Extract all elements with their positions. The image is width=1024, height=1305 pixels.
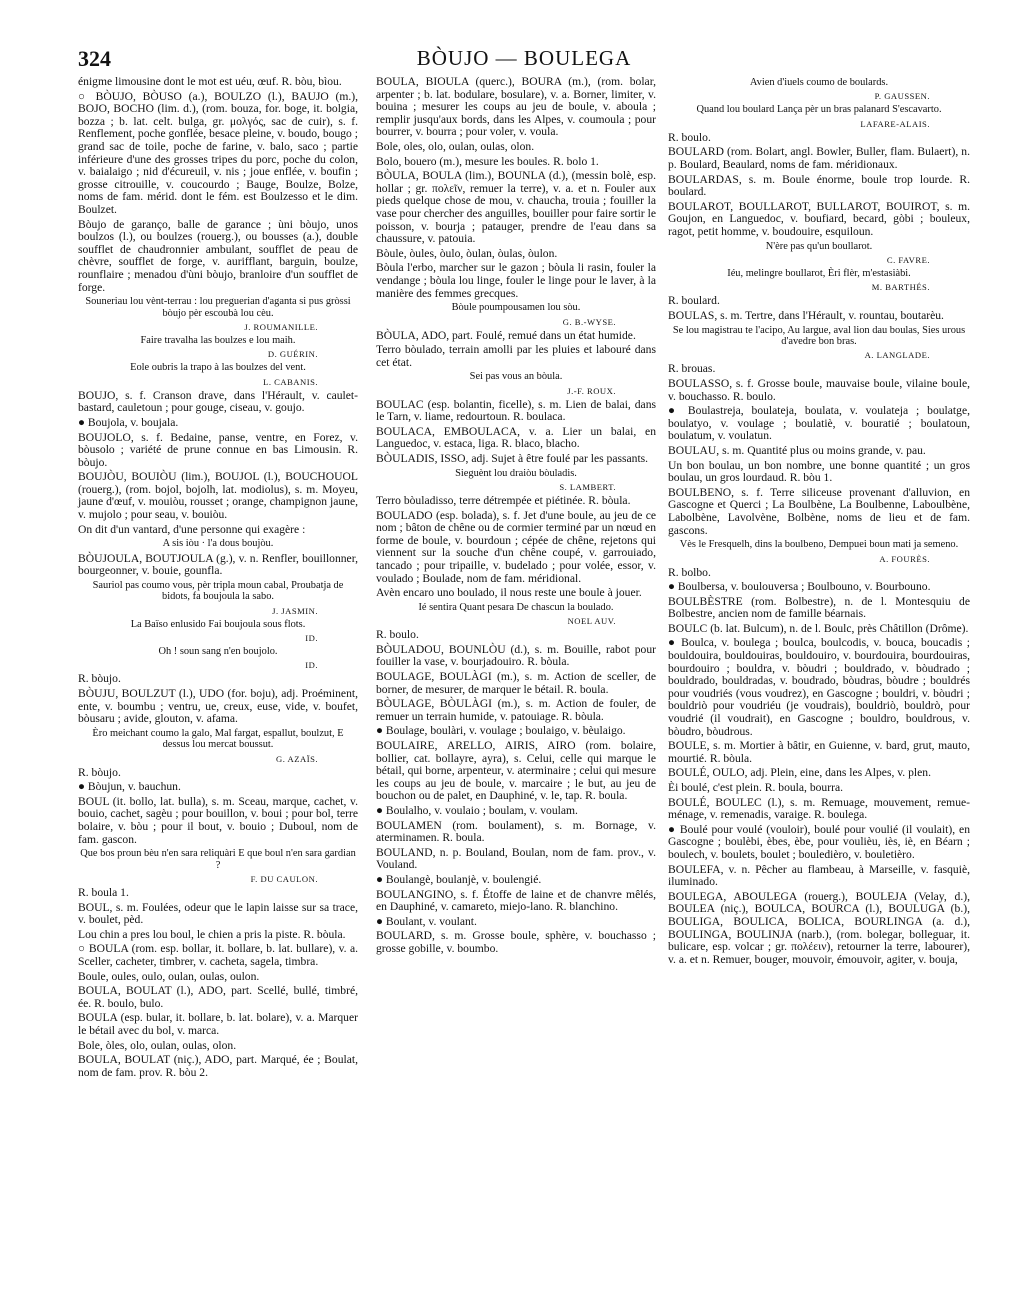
dictionary-entry: BOULARDAS, s. m. Boule énorme, boule trop lourde. R. boulard.: [668, 172, 970, 199]
dictionary-entry: R. bolbo.: [668, 565, 711, 579]
citation-author: J. ROUMANILLE.: [244, 321, 318, 332]
citation-author: G. AZAÏS.: [276, 753, 318, 764]
citation-quote: Sauriol pas coumo vous, pèr tripla moun cabal, Proubatja de bidots, fa boujoula la sabo.: [92, 579, 344, 603]
dictionary-entry: BOUJO, s. f. Cranson drave, dans l'Hérault, v. caulet-bastard, cauletoun ; pour gouge, ciseau, v. goujo.: [78, 388, 358, 415]
dictionary-entry: BOULA, BOULAT (l.), ADO, part. Scellé, bullé, timbré, ée. R. boulo, bulo.: [78, 984, 358, 1010]
dictionary-entry: BOULAC (esp. bolantin, ficelle), s. m. Lien de balai, dans le Tarn, v. liame, redourtoun. R. boulaca.: [376, 397, 656, 424]
citation-author: G. B.-WYSE.: [562, 316, 616, 327]
dictionary-entry: R. boulard.: [668, 294, 720, 308]
citation-quote: Avien d'iuels coumo de boulards.: [749, 77, 889, 88]
dictionary-entry: BOULASSO, s. f. Grosse boule, mauvaise boule, vilaine boule, v. bouchasso. R. boulo.: [668, 376, 970, 403]
dictionary-entry: BOULAS, s. m. Tertre, dans l'Hérault, v. rountau, boutarèu.: [668, 308, 944, 322]
dictionary-entry: BÒULAGE, BÒULÀGI (m.), s. m. Action de fouler, de remuer un terrain humide, v. patouiage. R. bòula.: [376, 697, 656, 723]
dictionary-entry: R. boula 1.: [78, 886, 129, 900]
dictionary-entry: Bòujo de garanço, balle de garance ; ùni bòujo, unos boulzos (l.), ou boulzes (rouerg.), ou bousses (a.), double soufflet de chaudronnier ambulant, soufflet de peau de chèvre, soufflet de forge, v. aurifflant, barguin, boulze, rounflaire ; menadou d'ùni bòujo, branloire d'un soufflet de forge.: [78, 217, 358, 294]
dictionary-entry: ● Boulca, v. boulega ; boulca, boulcodis, v. bouca, boucadis ; bouldouira, bouldouiras, bouldouiro, v. bourdouira, bourdouiras, bourdouiro ; bouldra, v. bòudri ; bouldrado, v. bòudrado ; bouldrado, bouldradas, v. boudrado, bòudras, bòudre ; bouldrés pour voudriés (vous voudrez), en Gascogne ; bouldri, v. bòudri ; bouldriò pour voudriéu (je voudrais), bouldriò, bouldrò, pour voudrié (il voudrait), en Gascogne ; bouldro, bouldrous, v. bòudro, bòudrous.: [668, 636, 970, 738]
dictionary-entry: BOULBENO, s. f. Terre siliceuse provenant d'alluvion, en Gascogne et Querci ; La Boulbène, La Boulbenne, Laboulbène, Labolbène, Lavolvène, Bolbène, noms de lieu et de fam. gascons.: [668, 485, 970, 537]
dictionary-entry: BÒULA, ADO, part. Foulé, remué dans un état humide.: [376, 328, 636, 342]
citation-author: M. BARTHÉS.: [871, 282, 930, 293]
dictionary-entry: ● Boulalho, v. voulaio ; boulam, v. voulam.: [376, 803, 578, 817]
dictionary-entry: ● Boulage, boulàri, v. voulage ; boulaigo, v. bèulaigo.: [376, 724, 626, 738]
dictionary-entry: Bole, oles, olo, oulan, oulas, olon.: [376, 139, 535, 153]
dictionary-entry: ● Boujola, v. boujala.: [78, 415, 179, 429]
dictionary-entry: BOULBÈSTRE (rom. Bolbestre), n. de l. Montesquiu de Bolbestre, ancien nom de famille béarnais.: [668, 594, 970, 621]
citation-quote: Souneriau lou vènt-terrau : lou preguerian d'aganta si pus gròssi bòujo pèr escoubà lou cèu.: [85, 296, 351, 319]
citation-quote: Oh ! soun sang n'en boujolo.: [158, 646, 278, 658]
citation-author: NOEL AUV.: [567, 616, 616, 627]
dictionary-entry: BÒULA, BOULA (lim.), BOUNLA (d.), (messin bolè, esp. hollar ; gr. πολεῖν, remuer la terre), v. a. et n. Fouler aux pieds quelque chose de mou, v. chaucha, trouia ; fouiller la vase pour chercher des anguilles, bouiller pour faire sortir le poisson, v. bourja ; patauger, prendre de l'eau dans sa chaussure, v. patouia.: [376, 169, 656, 246]
dictionary-entry: ● Boulant, v. voulant.: [376, 914, 477, 928]
dictionary-entry: BÒULADOU, BOUNLÒU (d.), s. m. Bouille, rabot pour fouiller la vase, v. bourjadouiro. R. bòula.: [376, 642, 656, 669]
dictionary-entry: Bolo, bouero (m.), mesure les boules. R. bolo 1.: [376, 154, 599, 168]
citation-quote: Sei pas vous an bòula.: [469, 371, 563, 383]
citation-quote: Eole oubris la trapo à las boulzes del vent.: [130, 362, 306, 374]
citation-quote: Iéu, melingre boullarot, Èri flèr, m'estasiàbi.: [727, 267, 911, 279]
dictionary-entry: BOULEFA, v. n. Pêcher au flambeau, à Marseille, v. fasquiè, iluminado.: [668, 862, 970, 889]
column-right: [668, 76, 970, 968]
citation-author: ID.: [305, 633, 318, 644]
citation-author: ID.: [305, 660, 318, 671]
dictionary-entry: BOULE, s. m. Mortier à bâtir, en Guienne, v. bard, grut, mauto, mourtié. R. bòula.: [668, 739, 970, 765]
dictionary-entry: ● Boulastreja, boulateja, boulata, v. voulateja ; boulatge, boulatyo, v. voulage ; boulatiè, v. bouratié ; boulatoun, boulatum, v. voulatun.: [668, 404, 970, 443]
dictionary-entry: BOULAU, s. m. Quantité plus ou moins grande, v. pau.: [668, 443, 926, 457]
dictionary-entry: Terro bòulado, terrain amolli par les pluies et labouré dans cet état.: [376, 343, 656, 369]
dictionary-entry: BÒULADIS, ISSO, adj. Sujet à être foulé par les passants.: [376, 452, 649, 466]
dictionary-entry: BOUJÒU, BOUIÒU (lim.), BOUJOL (l.), BOUCHOUOL (rouerg.), (rom. bojol, bojolh, lat. modiolus), s. m. Moyeu, jaune d'œuf, v. mouiòu, rousset ; orange, champignon jaune, v. mujolo ; pour seau, v. bouiòu.: [78, 470, 358, 522]
citation-author: P. GAUSSEN.: [874, 91, 930, 102]
dictionary-entry: ● Boulangè, boulanjè, v. boulengié.: [376, 872, 542, 886]
dictionary-entry: Bòule, òules, òulo, òulan, òulas, òulon.: [376, 246, 558, 260]
citation-author: A. LANGLADE.: [864, 350, 930, 361]
dictionary-entry: BOUL, s. m. Foulées, odeur que le lapin laisse sur sa trace, v. boulet, pèd.: [78, 900, 358, 927]
citation-author: L. CABANIS.: [263, 376, 318, 387]
dictionary-entry: BOULAGE, BOULÀGI (m.), s. m. Action de sceller, de borner, de mesurer, de marquer le bétail. R. boula.: [376, 670, 656, 696]
dictionary-entry: Èi boulé, c'est plein. R. boula, bourra.: [668, 781, 843, 794]
dictionary-entry: R. bòujo.: [78, 765, 121, 779]
citation-author: J. JASMIN.: [272, 605, 318, 616]
citation-quote: Ié sentira Quant pesara De chascun la boulado.: [418, 601, 614, 613]
dictionary-entry: BOULANGINO, s. f. Étoffe de laine et de chanvre mêlés, en Dauphiné, v. camareto, miejo-lano. R. blanchino.: [376, 887, 656, 914]
dictionary-entry: BOULA (esp. bular, it. bollare, b. lat. bolare), v. a. Marquer le bétail avec du bol, v. marca.: [78, 1011, 358, 1037]
citation-author: LAFARE-ALAIS.: [860, 118, 930, 129]
dictionary-entry: BÒUJOULA, BOUTJOULA (g.), v. n. Renfler, bouillonner, bourgeonner, v. bouie, gounfla.: [78, 551, 358, 578]
dictionary-entry: ● Boulé pour voulé (vouloir), boulé pour voulié (il voulait), en Gascogne ; boulèbi, èbes, èbe, pour voulièu, iès, iè, en Béarn ; boulech, v. boulets, boulet ; bouledièro, v. bouletièro.: [668, 822, 970, 861]
dictionary-entry: ○ BOULA (rom. esp. bollar, it. bollare, b. lat. bullare), v. a. Sceller, cacheter, timbrer, v. cacheta, sagela, timbra.: [78, 942, 358, 968]
citation-quote: Vès le Fresquelh, dins la boulbeno, Dempuei boun mati ja semeno.: [679, 539, 959, 551]
dictionary-entry: BOULÉ, OULO, adj. Plein, eine, dans les Alpes, v. plen.: [668, 766, 931, 780]
citation-quote: Bòule poumpousamen lou sòu.: [451, 302, 581, 314]
page-number: 324: [78, 46, 111, 71]
dictionary-entry: BOULA, BOULAT (niç.), ADO, part. Marqué, ée ; Boulat, nom de fam. prov. R. bòu 2.: [78, 1053, 358, 1079]
dictionary-entry: Lou chin a pres lou boul, le chien a pris la piste. R. bòula.: [78, 927, 346, 941]
dictionary-entry: ● Bòujun, v. bauchun.: [78, 780, 181, 794]
dictionary-entry: BOULAROT, BOULLAROT, BULLAROT, BOUIROT, s. m. Goujon, en Languedoc, v. boufiard, becard, gòbi ; bouleux, ragot, petit homme, v. boudouire, esquiloun.: [668, 199, 970, 238]
dictionary-entry: BÒUJU, BOULZUT (l.), UDO (for. boju), adj. Proéminent, ente, v. boumbu ; ventru, ue, creux, euse, vide, v. boufet, bòusaru ; avide, glouton, v. afama.: [78, 687, 358, 726]
dictionary-entry: BOUJOLO, s. f. Bedaine, panse, ventre, en Forez, v. bòusolo ; variété de prune connue en bas Limousin. R. bòujo.: [78, 430, 358, 469]
column-left: [78, 76, 358, 1081]
running-head: [78, 46, 970, 74]
citation-quote: Se lou magistrau te l'acipo, Au largue, aval lion dau boulas, Sies urous d'avedre bon bras.: [672, 324, 966, 347]
citation-author: S. LAMBERT.: [559, 482, 616, 493]
dictionary-entry: R. brouas.: [668, 362, 716, 376]
citation-quote: Que bos proun bèu n'en sara reliquàri E que boul n'en sara gardian ?: [80, 848, 356, 871]
citation-quote: Èro meichant coumo la galo, Mal fargat, espallut, boulzut, E dessus lou mercat boussut.: [92, 727, 344, 751]
dictionary-entry: R. bòujo.: [78, 672, 121, 686]
dictionary-entry: R. boulo.: [668, 130, 711, 144]
citation-quote: N'ère pas qu'un boullarot.: [765, 240, 873, 252]
citation-author: J.-F. ROUX.: [567, 385, 616, 396]
dictionary-entry: BOULAMEN (rom. boulament), s. m. Bornage, v. aterminamen. R. boula.: [376, 818, 656, 845]
dictionary-entry: BOULARD, s. m. Grosse boule, sphère, v. bouchasso ; grosse gobille, v. boumbo.: [376, 929, 656, 955]
citation-quote: Faire travalha las boulzes e lou maih.: [140, 334, 296, 346]
column-middle: [376, 76, 656, 957]
dictionary-entry: BOULA, BIOULA (querc.), BOURA (m.), (rom. bolar, arpenter ; b. lat. bodulare, bosulare), v. a. Borner, limiter, v. bouina ; mesurer les coups au jeu de boule, v. aboula ; remplir jusqu'aux bords, dans les Alpes, v. coumoula ; pour bourrer, v. bourra ; pour voler, v. voula.: [376, 75, 656, 139]
citation-author: C. FAVRE.: [886, 254, 930, 265]
dictionary-entry: Bòula l'erbo, marcher sur le gazon ; bòula li rasin, fouler la vendange ; bòula lou linge, fouler le linge pour le laver, à la manière des femmes grecques.: [376, 261, 656, 300]
dictionary-entry: BOULADO (esp. bolada), s. f. Jet d'une boule, au jeu de ce nom ; bâton de chêne ou de cormier terminé par un nœud en forme de boule, v. bourdoun ; cépée de chêne, rejetons qui viennent sur la souche d'un chêne coupé, v. garrouiado, tancado ; pour tripaille, v. budelado ; pour volée, essor, v. voulado ; Boulade, nom de fam. méridional.: [376, 508, 656, 585]
citation-quote: La Baïso enlusido Fai boujoula sous flots.: [130, 618, 306, 630]
dictionary-entry: BOULC (b. lat. Bulcum), n. de l. Boulc, près Châtillon (Drôme).: [668, 621, 969, 635]
citation-quote: A sis iòu · l'a dous boujòu.: [162, 538, 274, 550]
dictionary-page: [78, 46, 970, 1296]
dictionary-entry: R. boulo.: [376, 628, 419, 642]
dictionary-entry: BOULACA, EMBOULACA, v. a. Lier un balai, en Languedoc, v. estaca, liga. R. blaco, blacho.: [376, 424, 656, 451]
dictionary-entry: On dit d'un vantard, d'une personne qui exagère :: [78, 522, 306, 536]
page-title: BÒUJO — BOULEGA: [416, 46, 632, 70]
citation-author: A. FOURÈS.: [879, 553, 930, 564]
citation-quote: Quand lou boulard Lança pèr un bras palanard S'escavarto.: [696, 104, 942, 116]
dictionary-entry: énigme limousine dont le mot est uéu, œuf. R. bòu, bìou.: [78, 75, 342, 88]
dictionary-entry: BOULÉ, BOULEC (l.), s. m. Remuage, mouvement, remue-ménage, v. remenadis, varaige. R. boulega.: [668, 795, 970, 822]
dictionary-entry: ● Boulbersa, v. boulouversa ; Boulbouno, v. Bourbouno.: [668, 580, 931, 594]
dictionary-entry: BOULAND, n. p. Bouland, Boulan, nom de fam. prov., v. Vouland.: [376, 845, 656, 872]
dictionary-entry: Terro bòuladisso, terre détrempée et piétinée. R. bòula.: [376, 494, 631, 508]
dictionary-entry: Avèn encaro uno boulado, il nous reste une boule à jouer.: [376, 586, 642, 600]
dictionary-entry: BOUL (it. bollo, lat. bulla), s. m. Sceau, marque, cachet, v. bouio, cachet, sagèu ; pour bouillon, v. boui ; pour bol, terre bolaire, v. bòu ; pour il bout, v. bouio ; Duboul, nom de fam. gascon.: [78, 794, 358, 846]
dictionary-entry: BOULAIRE, ARELLO, AIRIS, AIRO (rom. bolaire, bollier, cat. bollayre, ayra), s. Celui, celle qui marque le bétail, qui borne, arpenteur, v. aterminaire ; celui qui mesure les coups au jeu de boule, v. marcaire ; le but, au jeu de bouchon ou de palet, en Dauphiné, v. le, tap. R. boula.: [376, 738, 656, 803]
dictionary-entry: BOULARD (rom. Bolart, angl. Bowler, Buller, flam. Bulaert), n. p. Boulard, Beaulard, noms de fam. méridionaux.: [668, 145, 970, 171]
dictionary-entry: Boule, oules, oulo, oulan, oulas, oulon.: [78, 969, 260, 983]
dictionary-entry: Bole, òles, olo, oulan, oulas, olon.: [78, 1038, 237, 1052]
citation-quote: Sieguènt lou draiòu bòuladis.: [455, 467, 577, 479]
dictionary-entry: BOULEGA, ABOULEGA (rouerg.), BOULEJA (Velay, d.), BOULEA (niç.), BOULCA, BOURCA (l.), BOULUGA (b.), BOULIGA, BOULICA, BOLICA, BOURLINGA (a. d.), BOULINGA, BOULINJA (narb.), (rom. bolegar, bolleguar, it. bulicare, esp. volcar ; gr. πολέειν), retourner la terre, labourer), v. a. et n. Remuer, bouger, mouvoir, émouvoir, agiter, v. bouja,: [668, 889, 970, 966]
dictionary-entry: Un bon boulau, un bon nombre, une bonne quantité ; un gros boulau, un gros lourdaud. R. bòu 1.: [668, 458, 970, 485]
citation-author: F. DU CAULON.: [250, 874, 318, 885]
citation-author: D. GUÉRIN.: [267, 349, 318, 360]
dictionary-entry: ○ BÒUJO, BÒUSO (a.), BOULZO (l.), BAUJO (m.), BOJO, BOCHO (lim. d.), (rom. bouza, for. boge, it. bolgia, bozza ; b. lat. celt. bulga, gr. μολγός, sac de cuir), s. f. Renflement, poche gonflée, besace pleine, v. boudo, bougo ; grand sac de toile, poche de farine, v. balo, saco ; partie inférieure d'une des grosses tripes du porc, poche du colon, v. baialaigo ; nid d'écureuil, v. nis ; joue enflée, v. boufin ; grosse citrouille, v. coucourdo ; Bauge, Boulze, Bolze, noms de fam. mérid. dont le fém. est Boulzesso et le dim. Boulzet.: [78, 89, 358, 216]
